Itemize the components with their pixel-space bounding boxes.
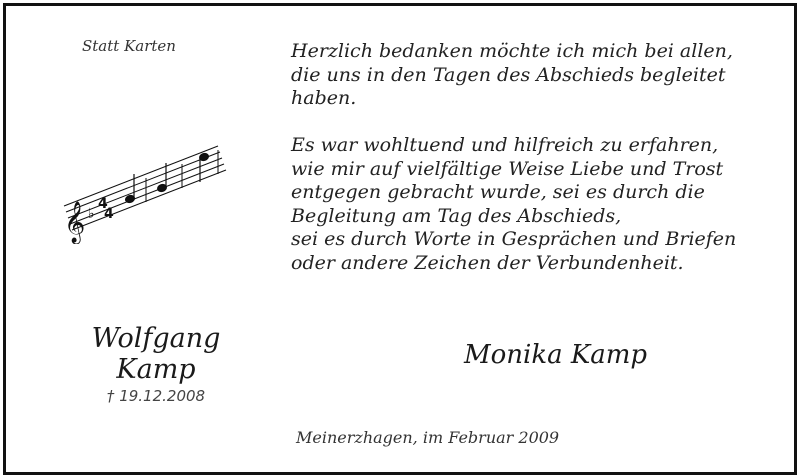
text-line: die uns in den Tagen des Abschieds begleitet — [291, 63, 726, 86]
signer-name: Monika Kamp — [464, 340, 648, 370]
svg-text:4: 4 — [104, 206, 114, 222]
death-date: † 19.12.2008 — [106, 387, 206, 405]
svg-text:4: 4 — [98, 196, 108, 212]
thanks-paragraph-2 — [291, 134, 736, 275]
place-date: Meinerzhagen, im Februar 2009 — [296, 428, 560, 447]
obituary-card — [3, 3, 797, 475]
deceased-first-name: Wolfgang — [91, 323, 221, 354]
text-line: Begleitung am Tag des Abschieds, — [291, 204, 622, 227]
text-line: haben. — [291, 87, 357, 109]
svg-text:𝄞: 𝄞 — [64, 202, 86, 243]
deceased-last-name: Kamp — [116, 354, 196, 385]
text-line: Es war wohltuend und hilfreich zu erfahren, — [291, 134, 719, 156]
thanks-paragraph-1 — [291, 40, 733, 111]
text-line: wie mir auf vielfältige Weise Liebe und Trost — [291, 157, 724, 180]
music-notes-staff-icon — [58, 134, 238, 244]
header-note: Statt Karten — [82, 37, 176, 55]
text-line: entgegen gebracht wurde, sei es durch die — [291, 181, 705, 203]
text-line: oder andere Zeichen der Verbundenheit. — [291, 251, 684, 274]
text-line: sei es durch Worte in Gesprächen und Briefen — [291, 228, 737, 250]
deceased-block — [66, 323, 246, 405]
text-line: Herzlich bedanken möchte ich mich bei allen, — [291, 40, 733, 62]
svg-text:♭: ♭ — [88, 206, 95, 222]
